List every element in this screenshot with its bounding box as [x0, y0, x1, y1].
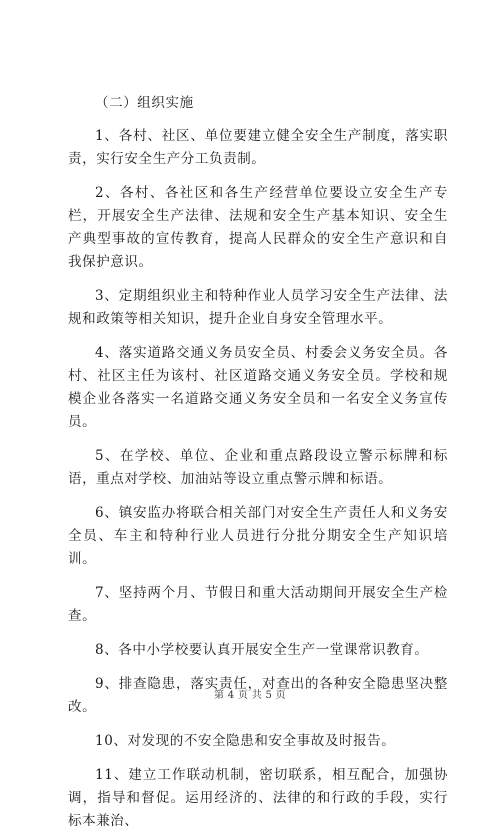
paragraph-11: 11、建立工作联动机制，密切联系，相互配合，加强协调，指导和督促。运用经济的、法律的和行政的手段，实行标本兼治、 [68, 767, 448, 829]
paragraph-2: 2、各村、各社区和各生产经营单位要设立安全生产专栏，开展安全生产法律、法规和安全生产基本知识、安全生产典型事故的宣传教育，提高人民群众的安全生产意识和自我保护意识。 [68, 185, 448, 270]
document-body [68, 92, 448, 833]
paragraph-1: 1、各村、社区、单位要建立健全安全生产制度，落实职责，实行安全生产分工负责制。 [68, 128, 448, 167]
paragraph-7: 7、坚持两个月、节假日和重大活动期间开展安全生产检查。 [68, 585, 448, 624]
paragraph-10: 10、对发现的不安全隐患和安全事故及时报告。 [95, 733, 396, 749]
paragraph-6: 6、镇安监办将联合相关部门对安全生产责任人和义务安全员、车主和特种行业人员进行分批分期安全生产知识培训。 [68, 505, 448, 567]
section-heading: （二）组织实施 [95, 95, 194, 111]
paragraph-5: 5、在学校、单位、企业和重点路段设立警示标牌和标语，重点对学校、加油站等设立重点警示牌和标语。 [68, 448, 448, 487]
page-footer: 第 4 页 共 5 页 [214, 690, 286, 701]
paragraph-4: 4、落实道路交通义务员安全员、村委会义务安全员。各村、社区主任为该村、社区道路交通义务安全员。学校和规模企业各落实一名道路交通义务安全员和一名安全义务宣传员。 [68, 345, 448, 430]
paragraph-9: 9、排查隐患，落实责任，对查出的各种安全隐患坚决整改。 [68, 676, 448, 715]
paragraph-8: 8、各中小学校要认真开展安全生产一堂课常识教育。 [95, 642, 429, 658]
paragraph-3: 3、定期组织业主和特种作业人员学习安全生产法律、法规和政策等相关知识，提升企业自身安全管理水平。 [68, 288, 448, 327]
